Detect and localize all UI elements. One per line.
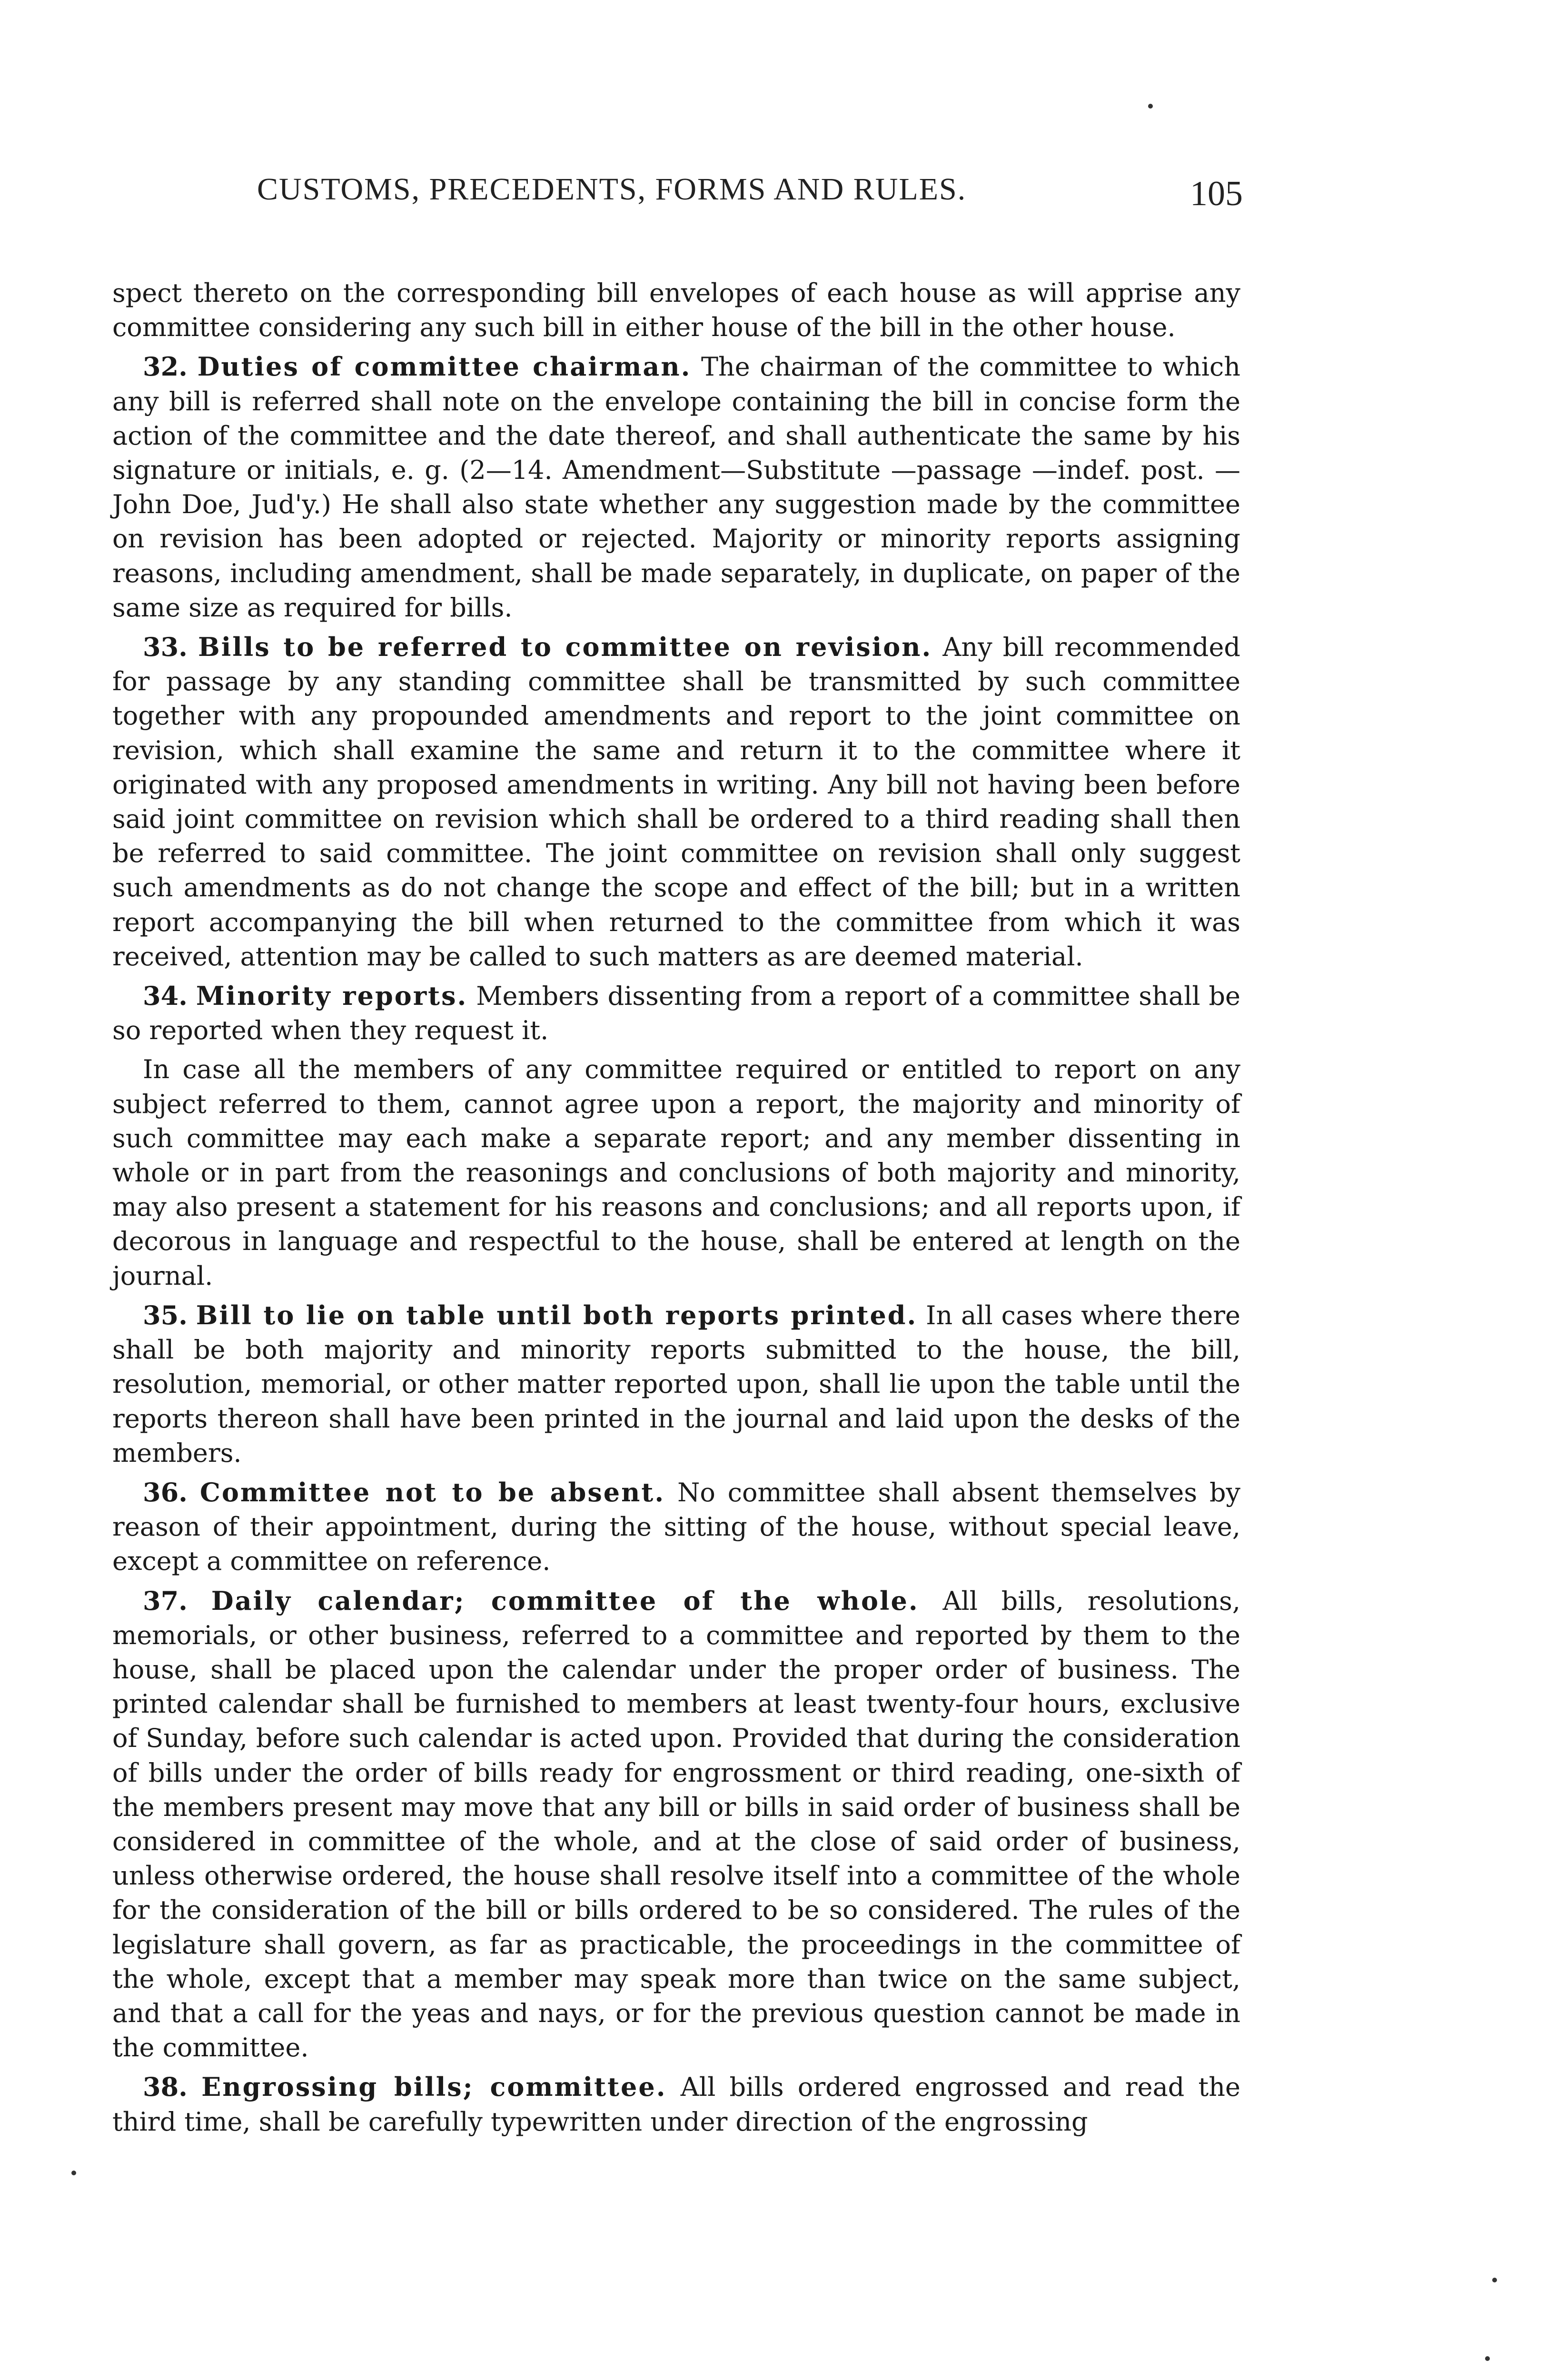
section-35	[112, 1298, 1240, 1470]
section-34	[112, 979, 1240, 1048]
section-number: 32.	[143, 351, 188, 382]
paragraph-continuation	[112, 276, 1240, 345]
paragraph-text: spect thereto on the corresponding bill envelopes of each house as will apprise any committee considering any such bill in either house of the bill in the other house.	[112, 278, 1240, 343]
section-number: 36.	[143, 1477, 188, 1507]
section-heading: Engrossing bills; committee.	[201, 2072, 667, 2102]
section-heading: Minority reports.	[196, 981, 468, 1012]
section-text: Any bill recommended for passage by any standing committee shall be transmitted by such committee together with any propounded amendments and report to the joint committee on revision, which shall examine the same and return it to the committee where it originated with any proposed amendments in writing. Any bill not having been before said joint committee on revision which shall be ordered to a third reading shall then be referred to said committee. The joint committee on revision shall only suggest such amendments as do not change the scope and effect of the bill; but in a written report accompanying the bill when returned to the committee from which it was received, attention may be called to such matters as are deemed material.	[112, 632, 1241, 972]
body-text	[112, 276, 1240, 2144]
section-34-continued	[112, 1052, 1240, 1293]
ink-speck	[71, 2171, 76, 2175]
section-33	[112, 630, 1240, 974]
section-heading: Bills to be referred to committee on revision.	[198, 632, 932, 663]
section-37	[112, 1584, 1240, 2065]
paragraph-text: In case all the members of any committee required or entitled to report on any subject referred to them, cannot agree upon a report, the majority and minority of such committee may each make a separate report; and any member dissenting in whole or in part from the reasonings and conclusions of both majority and minority, may also present a statement for his reasons and conclusions; and all reports upon, if decorous in language and respectful to the house, shall be entered at length on the journal.	[112, 1054, 1240, 1291]
section-number: 38.	[143, 2072, 188, 2102]
section-number: 37.	[143, 1585, 188, 1616]
section-text: No committee shall absent themselves by reason of their appointment, during the sitting of the house, without special leave, except a committee on reference.	[112, 1477, 1241, 1577]
ink-speck	[1492, 2278, 1497, 2282]
section-text: Members dissenting from a report of a committee shall be so reported when they request it.	[112, 981, 1240, 1046]
section-38	[112, 2070, 1240, 2139]
section-text: All bills ordered engrossed and read the third time, shall be carefully typewritten under direction of the engrossing	[112, 2072, 1240, 2137]
section-text: The chairman of the committee to which any bill is referred shall note on the envelope containing the bill in concise form the action of the committee and the date thereof, and shall authenticate the same by his signature or initials, e. g. (2—14. Amendment—Substitute —passage —indef. post. —John Doe, Jud'y.) He shall also state whether any suggestion made by the committee on revision has been adopted or rejected. Majority or minority reports assigning reasons, including amendment, shall be made separately, in duplicate, on paper of the same size as required for bills.	[112, 352, 1241, 623]
running-head: CUSTOMS, PRECEDENTS, FORMS AND RULES.	[257, 172, 967, 207]
section-heading: Daily calendar; committee of the whole.	[211, 1585, 919, 1616]
ink-speck	[1485, 2356, 1490, 2361]
section-text: All bills, resolutions, memorials, or other business, referred to a committee and reported by them to the house, shall be placed upon the calendar under the proper order of business. The printed calendar shall be furnished to members at least twenty-four hours, exclusive of Sunday, before such calendar is acted upon. Provided that during the consideration of bills under the order of bills ready for engrossment or third reading, one-sixth of the members present may move that any bill or bills in said order of business shall be considered in committee of the whole, and at the close of said order of business, unless otherwise ordered, the house shall resolve itself into a committee of the whole for the consideration of the bill or bills ordered to be so considered. The rules of the legislature shall govern, as far as practicable, the proceedings in the committee of the whole, except that a member may speak more than twice on the same subject, and that a call for the yeas and nays, or for the previous question cannot be made in the committee.	[112, 1586, 1240, 2063]
section-heading: Bill to lie on table until both reports printed.	[196, 1299, 918, 1330]
section-heading: Duties of committee chairman.	[197, 351, 692, 382]
section-heading: Committee not to be absent.	[199, 1477, 665, 1507]
section-number: 34.	[143, 981, 188, 1012]
ink-speck	[1148, 104, 1153, 109]
page-number: 105	[1190, 174, 1243, 213]
section-number: 33.	[143, 632, 188, 663]
section-36	[112, 1475, 1240, 1579]
section-32	[112, 349, 1240, 625]
section-text: In all cases where there shall be both majority and minority reports submitted to the house, the bill, resolution, memorial, or other matter reported upon, shall lie upon the table until the reports thereon shall have been printed in the journal and laid upon the desks of the members.	[112, 1300, 1240, 1468]
section-number: 35.	[143, 1299, 188, 1330]
